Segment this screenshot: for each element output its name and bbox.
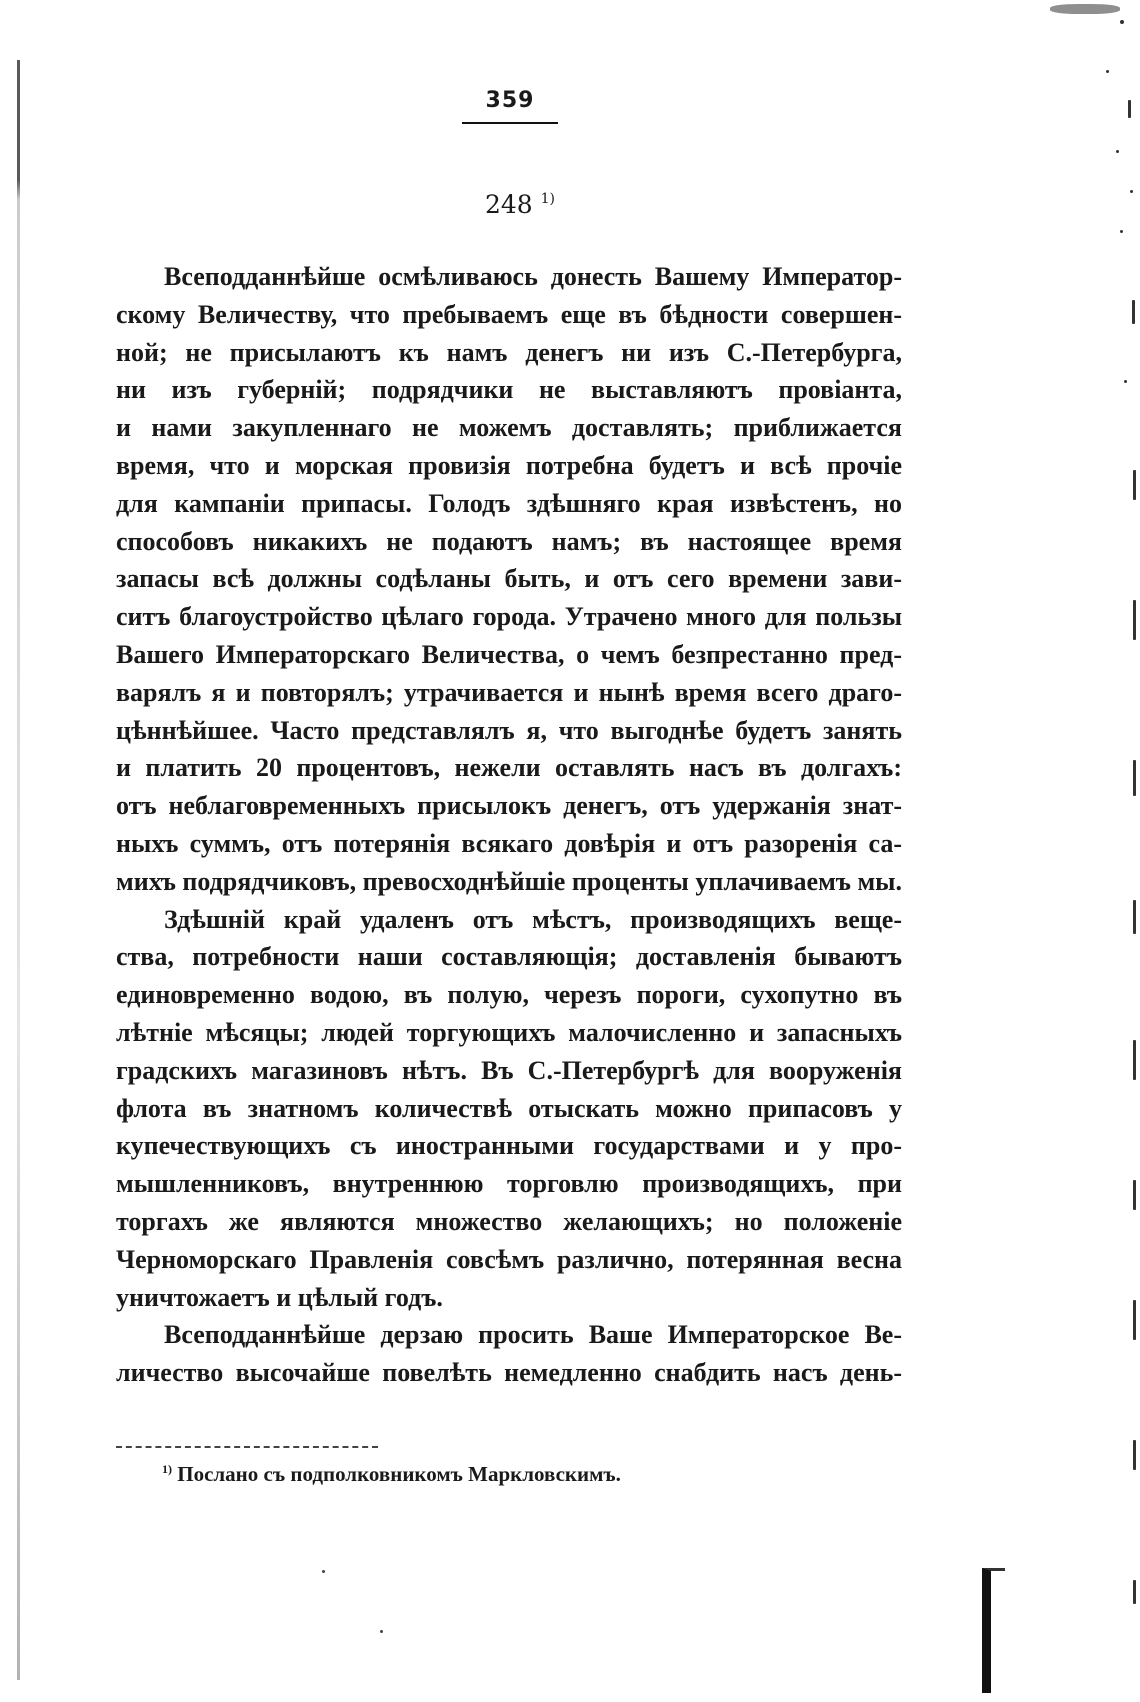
body-line: мышленниковъ, внутреннюю торговлю производящихъ, при xyxy=(116,1169,902,1199)
body-line: Черноморскаго Правленія совсѣмъ различно, потерянная весна xyxy=(116,1244,902,1274)
body-line: ной; не присылаютъ къ намъ денегъ ни изъ С.-Петербурга, xyxy=(116,337,902,367)
body-line: отъ неблаговременныхъ присылокъ денегъ, отъ удержанія знат- xyxy=(116,791,902,821)
scan-binding-line xyxy=(17,60,20,1680)
body-line: уничтожаетъ и цѣлый годъ. xyxy=(116,1282,443,1312)
document-number xyxy=(430,190,610,219)
body-line: личество высочайше повелѣть немедленно снабдить насъ день- xyxy=(116,1358,902,1388)
body-line: Вашего Императорскаго Величества, о чемъ безпрестанно пред- xyxy=(116,639,902,669)
body-line: варялъ я и повторялъ; утрачивается и нынѣ время всего драго- xyxy=(116,677,902,707)
body-line: ситъ благоустройство цѣлаго города. Утрачено много для пользы xyxy=(116,602,902,632)
body-line: цѣннѣйшее. Часто представлялъ я, что выгоднѣе будетъ занять xyxy=(116,715,902,745)
letter-body xyxy=(116,258,902,1392)
body-line: запасы всѣ должны содѣланы быть, и отъ сего времени зави- xyxy=(116,564,902,594)
body-line: Всеподданнѣйше дерзаю просить Ваше Императорское Ве- xyxy=(164,1320,902,1350)
body-line: Всеподданнѣйше осмѣливаюсь донесть Вашему Император- xyxy=(164,262,902,291)
body-line: время, что и морская провизія потребна будетъ и всѣ прочіе xyxy=(116,450,902,480)
body-line: купечествующихъ съ иностранными государствами и у про- xyxy=(116,1131,902,1161)
body-line: ныхъ суммъ, отъ потерянія всякаго довѣрія и отъ разоренія са- xyxy=(116,828,902,858)
footnote-marker: 1) xyxy=(162,1462,172,1476)
body-line: и нами закупленнаго не можемъ доставлять; приближается xyxy=(116,413,902,443)
body-line: градскихъ магазиновъ нѣтъ. Въ С.-Петербургѣ для вооруженія xyxy=(116,1055,902,1085)
body-line: скому Величеству, что пребываемъ еще въ бѣдности совершен- xyxy=(116,299,902,329)
body-line: способовъ никакихъ не подаютъ намъ; въ настоящее время xyxy=(116,526,902,556)
page-number: 359 xyxy=(485,88,535,113)
body-line: флота въ знатномъ количествѣ отыскать можно припасовъ у xyxy=(116,1093,902,1123)
scan-corner-mark xyxy=(982,1568,1005,1693)
body-line: единовременно водою, въ полую, черезъ пороги, сухопутно въ xyxy=(116,980,902,1010)
footnote-text: Послано съ подполковникомъ Маркловскимъ. xyxy=(177,1462,621,1486)
body-line: Здѣшній край удаленъ отъ мѣстъ, производящихъ веще- xyxy=(164,904,902,934)
body-line: ства, потребности наши составляющія; доставленія бываютъ xyxy=(116,942,902,972)
footnote xyxy=(162,1462,621,1487)
page-number-rule xyxy=(462,122,558,124)
scan-dust xyxy=(380,1630,383,1633)
body-line: и платить 20 процентовъ, нежели оставлять насъ въ долгахъ: xyxy=(116,753,902,783)
scan-edge-speckle xyxy=(1020,0,1140,1702)
document-number-value: 248 xyxy=(484,190,533,219)
body-line: михъ подрядчиковъ, превосходнѣйшіе проценты уплачиваемъ мы. xyxy=(116,866,902,896)
document-footnote-marker: 1) xyxy=(540,191,556,207)
body-line: торгахъ же являются множество желающихъ; но положеніе xyxy=(116,1206,902,1236)
footnote-separator xyxy=(116,1446,378,1448)
body-line: ни изъ губерній; подрядчики не выставляютъ провіанта, xyxy=(116,375,902,405)
scan-dust xyxy=(322,1570,325,1573)
body-line: для кампаніи припасы. Голодъ здѣшняго края извѣстенъ, но xyxy=(116,488,902,518)
body-line: лѣтніе мѣсяцы; людей торгующихъ малочисленно и запасныхъ xyxy=(116,1017,902,1047)
